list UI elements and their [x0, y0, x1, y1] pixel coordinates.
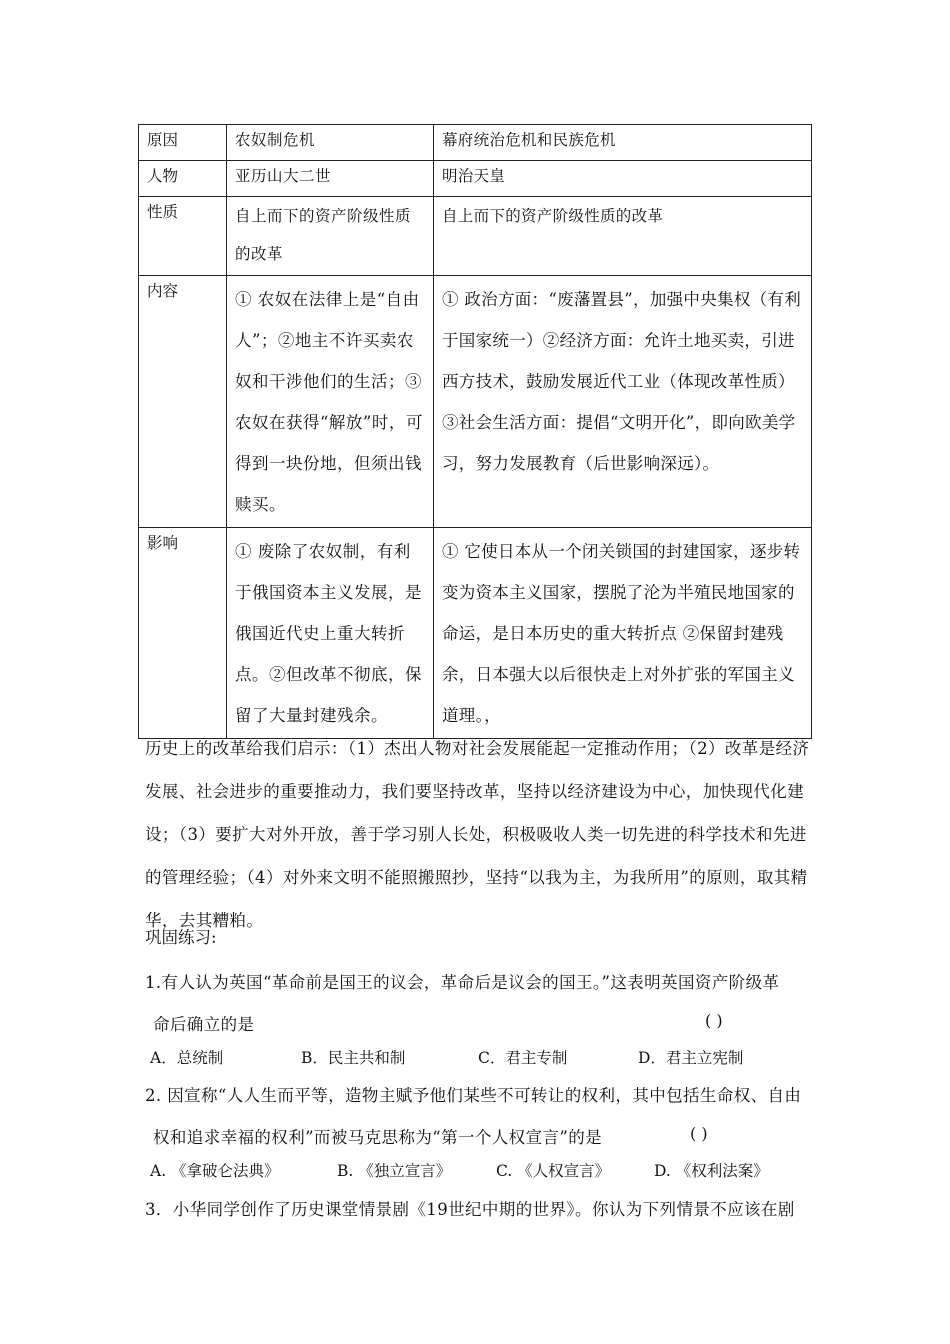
answer-blank: ( ): [705, 1011, 723, 1030]
japan-cell: 幕府统治危机和民族危机: [434, 125, 812, 161]
answer-blank: ( ): [690, 1124, 708, 1143]
lesson-paragraph: 历史上的改革给我们启示：（1）杰出人物对社会发展能起一定推动作用；（2）改革是经济发展、社会进步的重要推动力，我们要坚持改革，坚持以经济建设为中心，加快现代化建设；（3）要扩大对外开放，善于学习别人长处，积极吸收人类一切先进的科学技术和先进的管理经验；（4）对外来文明不能照搬照抄，坚持“以我为主，为我所用”的原则，取其精华，去其糟粕。: [145, 739, 810, 930]
russia-cell: ① 废除了农奴制，有利于俄国资本主义发展，是俄国近代史上重大转折点。②但改革不彻底，保留了大量封建残余。: [227, 528, 434, 739]
russia-cell: 农奴制危机: [227, 125, 434, 161]
option-b: B．民主共和制: [301, 1049, 406, 1067]
option-a: A. 《拿破仑法典》: [150, 1162, 280, 1180]
question-2-line-2: 权和追求幸福的权利”而被马克思称为“第一个人权宣言”的是: [153, 1128, 603, 1147]
question-3-line-1: 3．小华同学创作了历史课堂情景剧《19世纪中期的世界》。你认为下列情景不应该在剧: [145, 1200, 795, 1219]
option-c: C．君主专制: [478, 1049, 568, 1067]
option-b: B. 《独立宣言》: [337, 1162, 452, 1180]
option-d: D. 《权利法案》: [654, 1162, 769, 1180]
table-row: [139, 276, 812, 528]
row-label: 影响: [139, 528, 227, 739]
row-label: 原因: [139, 125, 227, 161]
russia-cell: 自上而下的资产阶级性质的改革: [227, 197, 434, 276]
question-1-line-2: 命后确立的是: [153, 1015, 255, 1034]
japan-cell: ① 它使日本从一个闭关锁国的封建国家，逐步转变为资本主义国家，摆脱了沦为半殖民地国家的命运，是日本历史的重大转折点 ②保留封建残余，日本强大以后很快走上对外扩张的军国主义道理。，: [434, 528, 812, 739]
option-d: D．君主立宪制: [638, 1049, 744, 1067]
question-2-line-1: 2. 因宣称“人人生而平等，造物主赋予他们某些不可转让的权利，其中包括生命权、自由: [145, 1086, 802, 1105]
question-1-line-1: 1.有人认为英国“革命前是国王的议会，革命后是议会的国王。”这表明英国资产阶级革: [145, 973, 780, 992]
table-row: [139, 197, 812, 276]
japan-cell: 明治天皇: [434, 161, 812, 197]
exercise-heading: 巩固练习:: [145, 928, 217, 947]
option-a: A．总统制: [150, 1049, 224, 1067]
reform-comparison-table: [138, 124, 812, 739]
japan-cell: ① 政治方面：“废藩置县”，加强中央集权（有利于国家统一）②经济方面：允许土地买卖，引进西方技术，鼓励发展近代工业（体现改革性质） ③社会生活方面：提倡“文明开化”，即向欧美学习，努力发展教育（后世影响深远）。: [434, 276, 812, 528]
russia-cell: ① 农奴在法律上是“自由人”；②地主不许买卖农奴和干涉他们的生活；③农奴在获得“解放”时，可得到一块份地，但须出钱赎买。: [227, 276, 434, 528]
table-row: [139, 125, 812, 161]
option-c: C. 《人权宣言》: [496, 1162, 611, 1180]
russia-cell: 亚历山大二世: [227, 161, 434, 197]
japan-cell: 自上而下的资产阶级性质的改革: [434, 197, 812, 276]
row-label: 人物: [139, 161, 227, 197]
table-row: [139, 528, 812, 739]
row-label: 内容: [139, 276, 227, 528]
table-row: [139, 161, 812, 197]
row-label: 性质: [139, 197, 227, 276]
